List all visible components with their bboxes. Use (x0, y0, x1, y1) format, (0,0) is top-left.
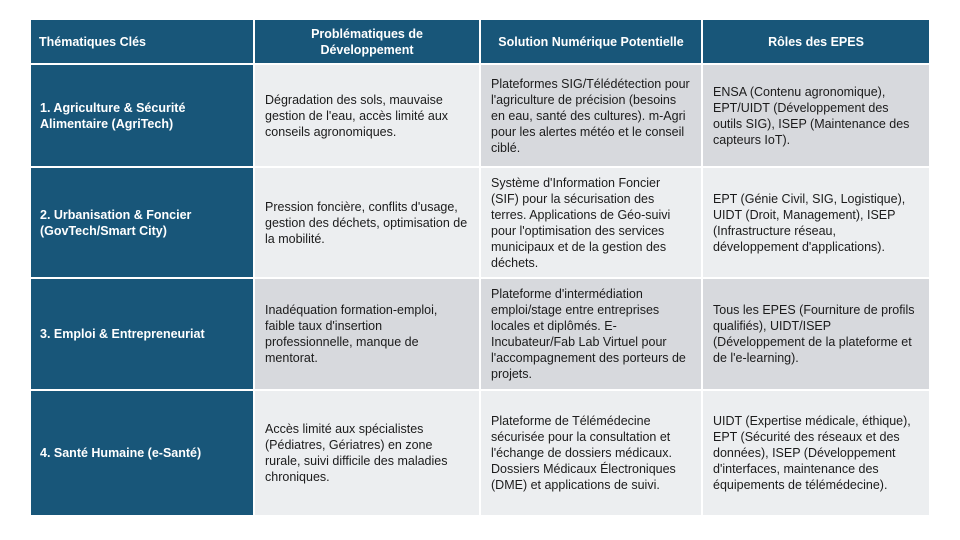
row-2-problem: Pression foncière, conflits d'usage, gestion des déchets, optimisation de la mobilité. (255, 168, 481, 279)
header-roles: Rôles des EPES (703, 20, 929, 65)
row-3-solution: Plateforme d'intermédiation emploi/stage entre entreprises locales et diplômés. E-Incubateur/Fab Lab Virtuel pour l'accompagnement des porteurs de projets. (481, 279, 703, 391)
header-thematiques: Thématiques Clés (31, 20, 255, 65)
row-3-theme: 3. Emploi & Entrepreneuriat (31, 279, 255, 391)
row-1-solution: Plateformes SIG/Télédétection pour l'agriculture de précision (besoins en eau, santé des cultures). m-Agri pour les alertes météo et le conseil ciblé. (481, 65, 703, 168)
row-1-problem: Dégradation des sols, mauvaise gestion de l'eau, accès limité aux conseils agronomiques. (255, 65, 481, 168)
header-problematiques: Problématiques de Développement (255, 20, 481, 65)
row-4-problem: Accès limité aux spécialistes (Pédiatres, Gériatres) en zone rurale, suivi difficile des maladies chroniques. (255, 391, 481, 515)
row-3-roles: Tous les EPES (Fourniture de profils qualifiés), UIDT/ISEP (Développement de la plateforme et de l'e-learning). (703, 279, 929, 391)
row-1-theme: 1. Agriculture & Sécurité Alimentaire (AgriTech) (31, 65, 255, 168)
thematic-table (31, 20, 929, 515)
row-2-theme: 2. Urbanisation & Foncier (GovTech/Smart City) (31, 168, 255, 279)
row-2-roles: EPT (Génie Civil, SIG, Logistique), UIDT (Droit, Management), ISEP (Infrastructure réseau, développement d'applications). (703, 168, 929, 279)
row-1-roles: ENSA (Contenu agronomique), EPT/UIDT (Développement des outils SIG), ISEP (Maintenance des capteurs IoT). (703, 65, 929, 168)
row-4-solution: Plateforme de Télémédecine sécurisée pour la consultation et l'échange de dossiers médicaux. Dossiers Médicaux Électroniques (DME) et applications de suivi. (481, 391, 703, 515)
header-solution: Solution Numérique Potentielle (481, 20, 703, 65)
row-3-problem: Inadéquation formation-emploi, faible taux d'insertion professionnelle, manque de mentorat. (255, 279, 481, 391)
row-2-solution: Système d'Information Foncier (SIF) pour la sécurisation des terres. Applications de Géo-suivi pour l'optimisation des services municipaux et de la gestion des déchets. (481, 168, 703, 279)
row-4-theme: 4. Santé Humaine (e-Santé) (31, 391, 255, 515)
row-4-roles: UIDT (Expertise médicale, éthique), EPT (Sécurité des réseaux et des données), ISEP (Développement d'interfaces, maintenance des équipements de télémédecine). (703, 391, 929, 515)
